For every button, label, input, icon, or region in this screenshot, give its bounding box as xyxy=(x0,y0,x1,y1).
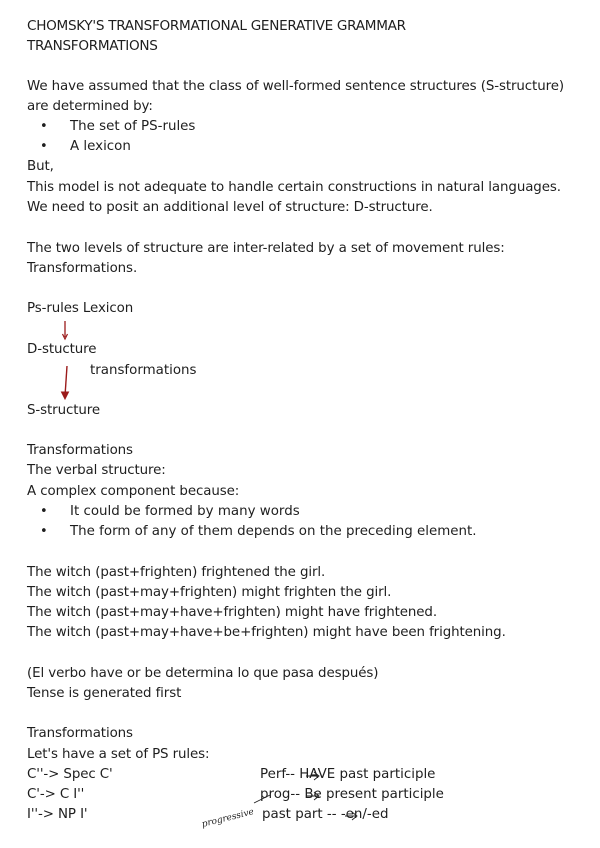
bullet-item: A lexicon xyxy=(70,139,131,154)
bullet-item: It could be formed by many words xyxy=(70,504,300,519)
but-line: But, xyxy=(27,159,54,174)
verbal-structure-line: The verbal structure: xyxy=(27,463,166,478)
diagram-top-label: Ps-rules Lexicon xyxy=(27,301,134,316)
document-title: CHOMSKY'S TRANSFORMATIONAL GENERATIVE GRAMMAR xyxy=(27,18,406,34)
diagram-transformations-label: transformations xyxy=(90,363,197,378)
section-heading: Transformations xyxy=(27,726,133,741)
section-heading: Transformations xyxy=(27,443,133,458)
diagram-middle-label: D-stucture xyxy=(27,342,97,357)
ps-rule-left: I''-> NP I' xyxy=(27,807,88,822)
down-arrow-icon xyxy=(65,366,67,396)
model-line: This model is not adequate to handle certain constructions in natural languages. xyxy=(27,180,561,195)
levels-line-1: The two levels of structure are inter-related by a set of movement rules: xyxy=(27,241,505,256)
document-subtitle: TRANSFORMATIONS xyxy=(27,38,158,54)
ps-rule-left: C'-> C I'' xyxy=(27,787,85,802)
example-line: The witch (past+may+have+frighten) might have frightened. xyxy=(27,605,437,620)
ps-rule-right: Perf-- HAVE past participle xyxy=(260,767,436,782)
ps-rule-right: prog-- Be present participle xyxy=(260,787,444,802)
spanish-note: (El verbo have or be determina lo que pasa después) xyxy=(27,666,379,681)
levels-line-2: Transformations. xyxy=(27,261,138,276)
intro-line-2: are determined by: xyxy=(27,99,153,114)
posit-line: We need to posit an additional level of structure: D-structure. xyxy=(27,200,433,215)
bullet-item: The form of any of them depends on the preceding element. xyxy=(70,524,477,539)
bullet-icon: • xyxy=(40,504,48,519)
example-line: The witch (past+may+frighten) might frighten the girl. xyxy=(27,585,392,600)
intro-line-1: We have assumed that the class of well-formed sentence structures (S-structure) xyxy=(27,79,564,94)
ps-rules-intro: Let's have a set of PS rules: xyxy=(27,747,210,762)
example-line: The witch (past+may+have+be+frighten) might have been frightening. xyxy=(27,625,506,640)
bullet-icon: • xyxy=(40,119,48,134)
ps-rule-left: C''-> Spec C' xyxy=(27,767,113,782)
handwritten-annotation: progressive xyxy=(200,807,256,830)
complex-component-line: A complex component because: xyxy=(27,484,240,499)
bullet-item: The set of PS-rules xyxy=(70,119,196,134)
arrowhead-icon xyxy=(62,392,69,399)
example-line: The witch (past+frighten) frightened the girl. xyxy=(27,565,326,580)
bullet-icon: • xyxy=(40,139,48,154)
ps-rule-right: past part -- -en/-ed xyxy=(262,807,389,822)
bullet-icon: • xyxy=(40,524,48,539)
tense-line: Tense is generated first xyxy=(27,686,182,701)
diagram-bottom-label: S-structure xyxy=(27,403,100,418)
arrowhead-icon xyxy=(63,334,68,339)
